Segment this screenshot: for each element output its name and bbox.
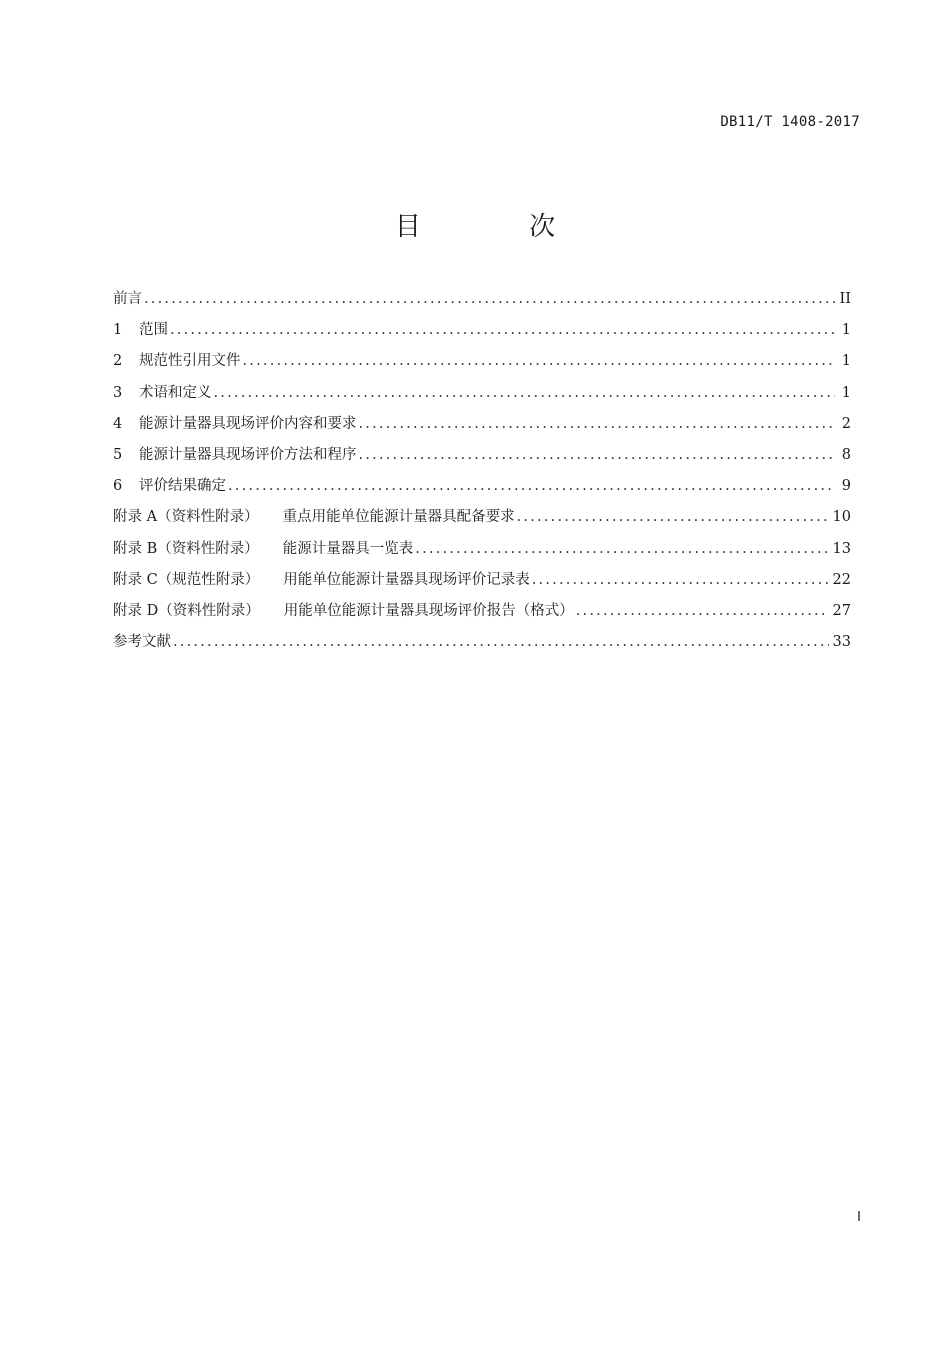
table-of-contents <box>113 287 851 661</box>
toc-entry-appendix-prefix: 附录 D（资料性附录） <box>113 602 260 619</box>
toc-entry-page: 1 <box>841 322 851 339</box>
toc-entry-4[interactable] <box>113 412 851 443</box>
toc-entry-appendix-prefix: 附录 C（规范性附录） <box>113 571 260 588</box>
toc-entry-number: 1 <box>113 322 123 339</box>
toc-entry-label: 前言 <box>113 291 142 307</box>
toc-entry-appendix-d[interactable] <box>113 599 851 630</box>
toc-entry-page: 33 <box>832 634 851 651</box>
toc-entry-label: 范围 <box>139 322 168 339</box>
toc-entry-page: 2 <box>841 415 851 432</box>
toc-entry-label: 重点用能单位能源计量器具配备要求 <box>282 509 515 526</box>
toc-entry-label: 用能单位能源计量器具现场评价报告（格式） <box>283 602 574 619</box>
toc-dot-leader <box>415 541 828 557</box>
toc-entry-appendix-prefix: 附录 A（资料性附录） <box>113 509 259 526</box>
toc-dot-leader <box>532 572 829 588</box>
toc-entry-page: 13 <box>832 540 851 557</box>
toc-entry-1[interactable] <box>113 318 851 349</box>
toc-entry-appendix-c[interactable] <box>113 568 851 599</box>
toc-dot-leader <box>144 291 835 307</box>
document-code: DB11/T 1408-2017 <box>720 114 860 130</box>
toc-entry-references[interactable] <box>113 630 851 661</box>
toc-entry-6[interactable] <box>113 474 851 505</box>
toc-entry-3[interactable] <box>113 381 851 412</box>
toc-dot-leader <box>359 416 836 432</box>
toc-entry-5[interactable] <box>113 443 851 474</box>
toc-dot-leader <box>173 634 829 650</box>
toc-dot-leader <box>228 478 835 494</box>
toc-entry-appendix-b[interactable] <box>113 537 851 568</box>
toc-entry-page: 1 <box>841 384 851 401</box>
page-number: I <box>857 1210 861 1225</box>
page-title: 目 次 <box>394 212 606 242</box>
toc-entry-number: 6 <box>113 478 123 495</box>
toc-dot-leader <box>214 385 836 401</box>
toc-entry-page: II <box>839 291 851 307</box>
toc-entry-label: 能源计量器具一览表 <box>282 540 414 557</box>
toc-entry-label: 参考文献 <box>113 634 171 651</box>
toc-entry-appendix-prefix: 附录 B（资料性附录） <box>113 540 259 557</box>
toc-entry-foreword[interactable] <box>113 287 851 318</box>
toc-entry-label: 评价结果确定 <box>139 478 226 495</box>
toc-entry-appendix-a[interactable] <box>113 505 851 536</box>
toc-entry-label: 用能单位能源计量器具现场评价记录表 <box>283 571 530 588</box>
toc-dot-leader <box>517 509 829 525</box>
toc-dot-leader <box>243 353 836 369</box>
toc-entry-number: 4 <box>113 415 123 432</box>
toc-entry-label: 能源计量器具现场评价方法和程序 <box>139 446 357 463</box>
toc-dot-leader <box>170 322 835 338</box>
toc-entry-label: 术语和定义 <box>139 384 212 401</box>
toc-entry-2[interactable] <box>113 349 851 380</box>
toc-entry-page: 27 <box>832 602 851 619</box>
toc-entry-page: 10 <box>832 509 851 526</box>
toc-entry-label: 规范性引用文件 <box>139 353 241 370</box>
toc-entry-number: 5 <box>113 446 123 463</box>
toc-entry-label: 能源计量器具现场评价内容和要求 <box>139 415 357 432</box>
toc-entry-number: 3 <box>113 384 123 401</box>
toc-dot-leader <box>576 603 829 619</box>
toc-dot-leader <box>359 447 836 463</box>
toc-entry-page: 8 <box>841 446 851 463</box>
toc-entry-page: 9 <box>841 478 851 495</box>
toc-entry-page: 1 <box>841 353 851 370</box>
toc-entry-page: 22 <box>832 571 851 588</box>
toc-entry-number: 2 <box>113 353 123 370</box>
